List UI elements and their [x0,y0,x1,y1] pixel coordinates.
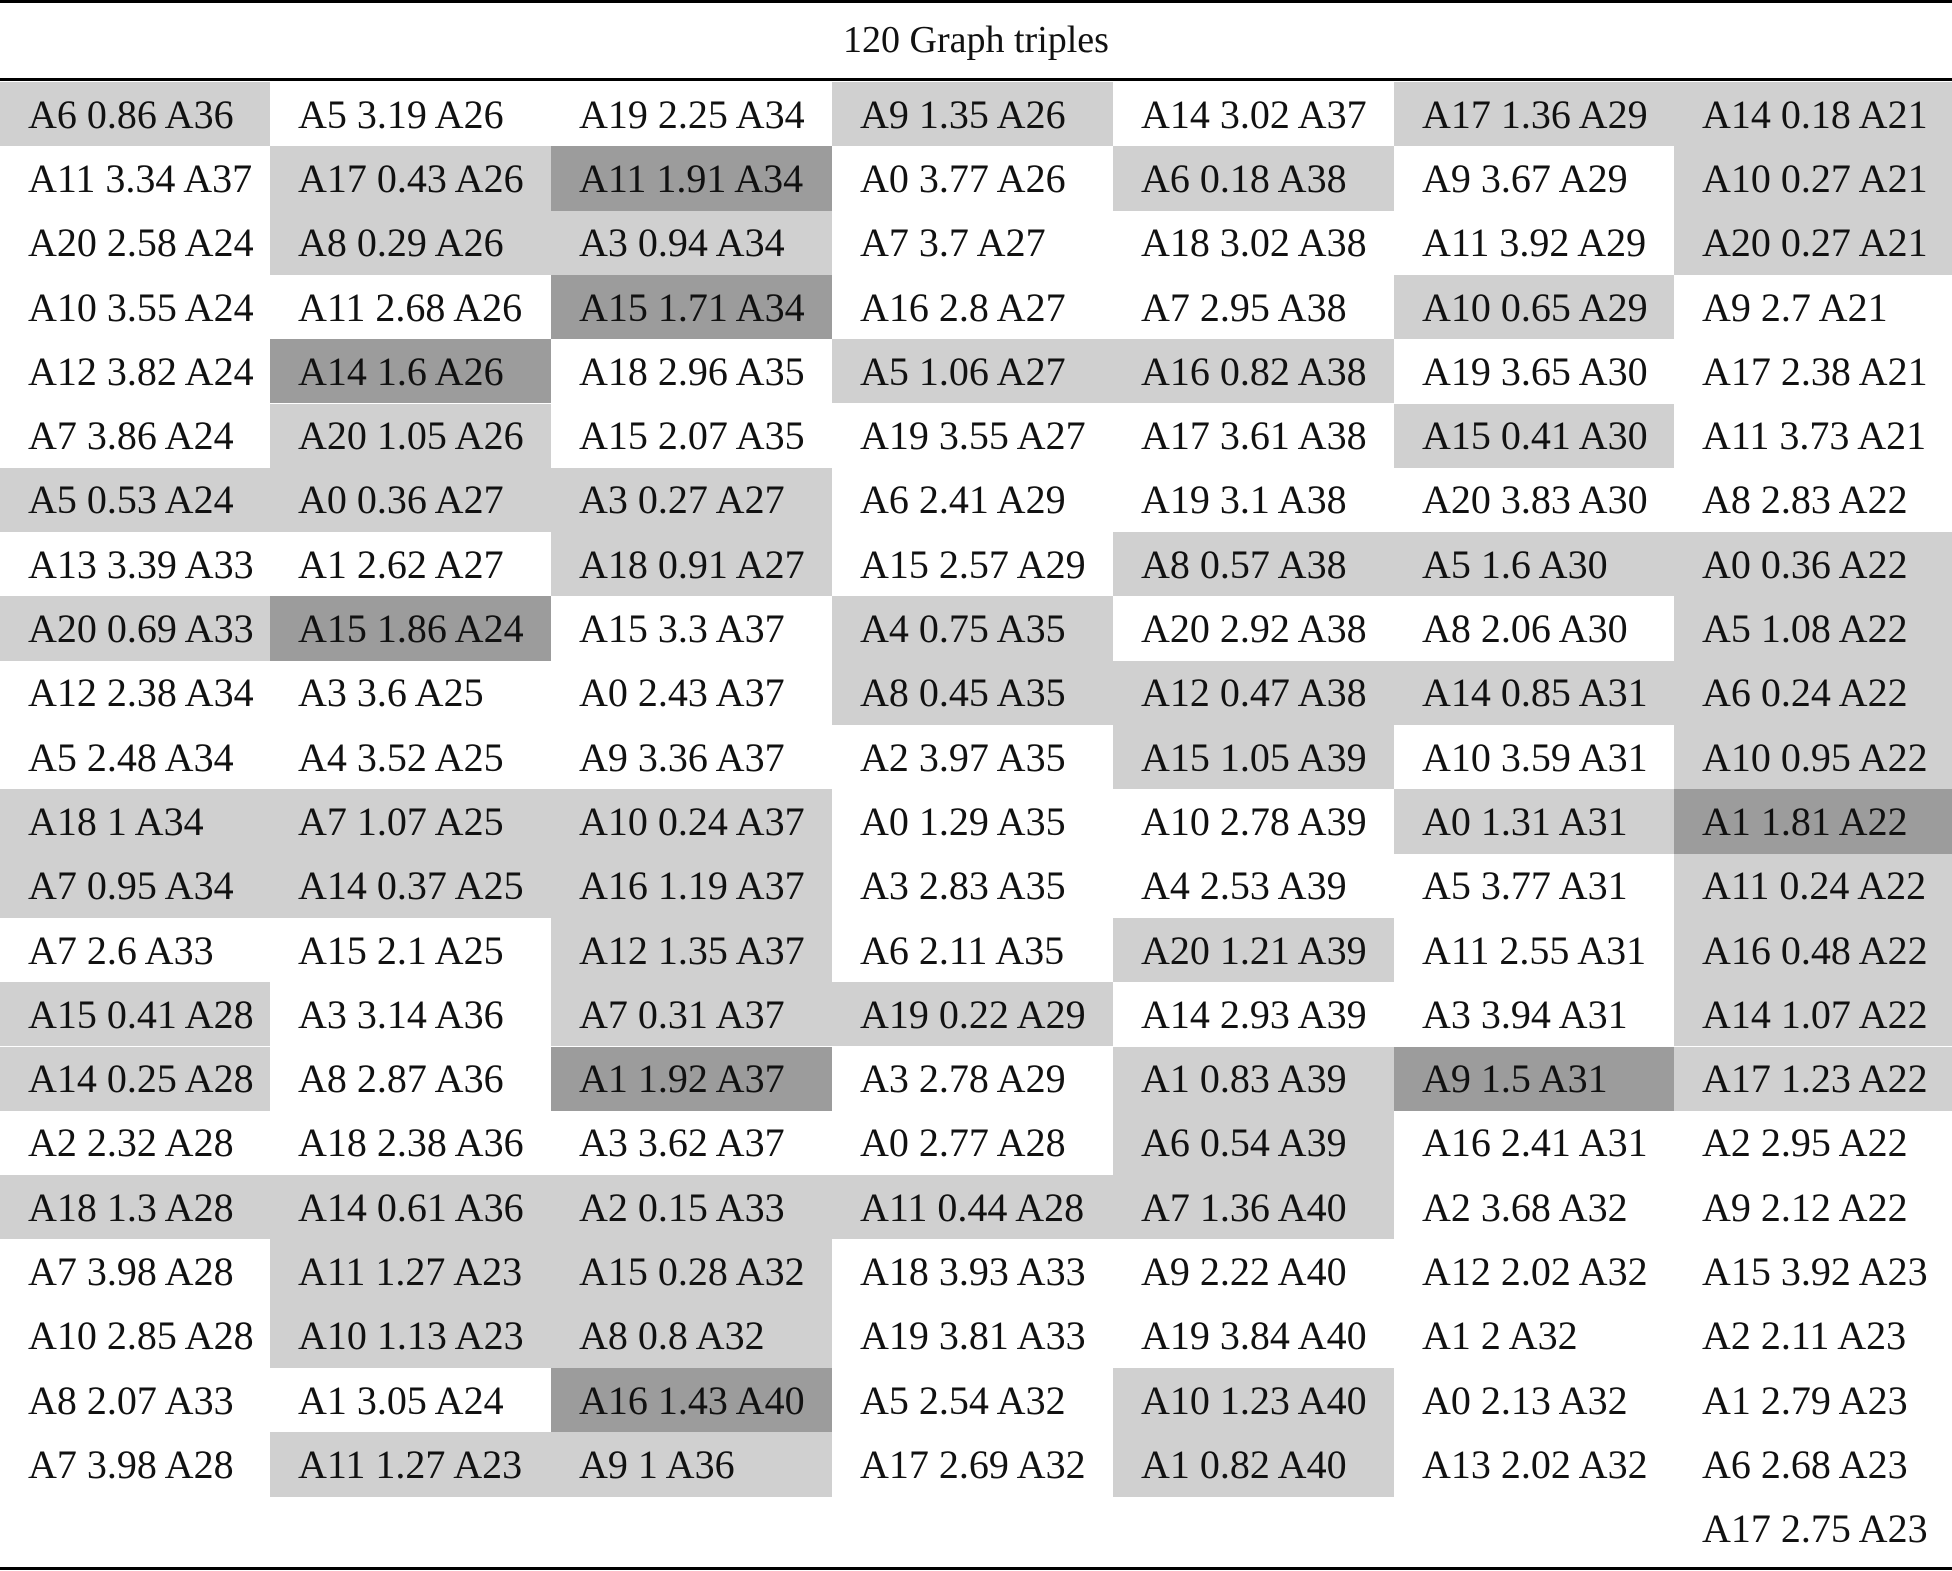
triple-cell: A19 3.1 A38 [1141,477,1347,523]
triple-cell: A15 2.1 A25 [298,927,504,973]
triple-cell: A10 0.24 A37 [551,789,832,853]
triple-cell: A11 1.27 A23 [270,1432,551,1496]
triple-cell: A12 2.02 A32 [1422,1249,1648,1295]
triple-cell: A18 3.93 A33 [860,1249,1086,1295]
triple-cell: A2 0.15 A33 [551,1175,832,1239]
triple-cell: A8 0.45 A35 [832,661,1113,725]
triple-cell: A14 0.61 A36 [270,1175,551,1239]
triple-cell: A18 1 A34 [0,789,270,853]
triple-cell: A11 0.24 A22 [1674,854,1952,918]
triple-cell: A15 0.28 A32 [551,1239,832,1303]
triple-cell: A11 3.34 A37 [28,155,253,201]
triple-cell: A9 1.35 A26 [832,82,1113,146]
triple-cell: A14 2.93 A39 [1141,991,1367,1037]
triple-cell: A16 0.82 A38 [1113,339,1394,403]
triple-cell: A14 0.18 A21 [1674,82,1952,146]
triple-cell: A16 1.43 A40 [551,1368,832,1432]
triple-cell: A4 0.75 A35 [832,596,1113,660]
triple-cell: A20 2.58 A24 [28,220,254,266]
triple-cell: A20 0.27 A21 [1674,211,1952,275]
triple-cell: A2 2.32 A28 [28,1120,234,1166]
triple-cell: A6 0.54 A39 [1113,1111,1394,1175]
triple-cell: A1 2.62 A27 [298,541,504,587]
triple-cell: A4 2.53 A39 [1141,863,1347,909]
triple-cell: A0 0.36 A27 [270,468,551,532]
triple-cell: A17 0.43 A26 [270,146,551,210]
triple-cell: A6 2.68 A23 [1702,1441,1908,1487]
triple-cell: A14 1.6 A26 [270,339,551,403]
triple-cell: A11 0.44 A28 [832,1175,1113,1239]
triple-cell: A0 1.29 A35 [860,798,1066,844]
triple-cell: A8 0.8 A32 [551,1304,832,1368]
triple-cell: A0 2.43 A37 [579,670,785,716]
triple-cell: A15 1.71 A34 [551,275,832,339]
triple-cell: A18 0.91 A27 [551,532,832,596]
triple-cell: A10 0.95 A22 [1674,725,1952,789]
triple-cell: A3 3.62 A37 [579,1120,785,1166]
triple-cell: A19 0.22 A29 [832,982,1113,1046]
triple-cell: A11 3.73 A21 [1702,413,1927,459]
triple-cell: A12 3.82 A24 [28,348,254,394]
triple-cell: A5 3.19 A26 [298,91,504,137]
triple-cell: A19 3.65 A30 [1422,348,1648,394]
triple-cell: A3 0.27 A27 [551,468,832,532]
triple-cell: A20 0.69 A33 [0,596,270,660]
triple-cell: A10 2.78 A39 [1141,798,1367,844]
triple-cell: A14 1.07 A22 [1674,982,1952,1046]
triple-cell: A5 1.08 A22 [1674,596,1952,660]
triple-cell: A17 1.36 A29 [1394,82,1674,146]
triple-cell: A20 3.83 A30 [1422,477,1648,523]
table-bottom-rule [0,1567,1952,1570]
triple-cell: A1 0.82 A40 [1113,1432,1394,1496]
triple-cell: A18 3.02 A38 [1141,220,1367,266]
triple-cell: A1 2 A32 [1422,1313,1578,1359]
triple-cell: A14 0.25 A28 [0,1047,270,1111]
triple-cell: A16 1.19 A37 [551,854,832,918]
triple-cell: A7 2.6 A33 [28,927,214,973]
triple-cell: A1 0.83 A39 [1113,1047,1394,1111]
triple-cell: A2 2.95 A22 [1702,1120,1908,1166]
triple-cell: A11 2.68 A26 [298,284,523,330]
triple-cell: A7 1.36 A40 [1113,1175,1394,1239]
triple-cell: A9 3.36 A37 [579,734,785,780]
triple-cell: A5 2.54 A32 [860,1377,1066,1423]
triple-cell: A2 3.97 A35 [860,734,1066,780]
triple-cell: A2 2.11 A23 [1702,1313,1907,1359]
triple-cell: A16 0.48 A22 [1674,918,1952,982]
triple-cell: A15 2.07 A35 [579,413,805,459]
triple-cell: A5 0.53 A24 [0,468,270,532]
triple-cell: A3 2.83 A35 [860,863,1066,909]
triple-cell: A0 2.13 A32 [1422,1377,1628,1423]
triple-cell: A15 2.57 A29 [860,541,1086,587]
triple-cell: A5 2.48 A34 [28,734,234,780]
triple-cell: A0 1.31 A31 [1394,789,1674,853]
triple-cell: A12 2.38 A34 [28,670,254,716]
triple-cell: A2 3.68 A32 [1422,1184,1628,1230]
triple-cell: A1 1.81 A22 [1674,789,1952,853]
triple-cell: A13 2.02 A32 [1422,1441,1648,1487]
triple-cell: A7 3.86 A24 [28,413,234,459]
triple-cell: A15 0.41 A28 [0,982,270,1046]
triple-cell: A10 0.27 A21 [1674,146,1952,210]
triple-cell: A14 3.02 A37 [1141,91,1367,137]
triple-cell: A7 2.95 A38 [1141,284,1347,330]
triple-cell: A15 3.92 A23 [1702,1249,1928,1295]
triple-cell: A6 0.86 A36 [0,82,270,146]
triple-cell: A16 2.8 A27 [860,284,1066,330]
triple-cell: A8 0.29 A26 [270,211,551,275]
triple-cell: A13 3.39 A33 [28,541,254,587]
triple-cell: A8 0.57 A38 [1113,532,1394,596]
triple-cell: A5 3.77 A31 [1422,863,1628,909]
triple-cell: A19 3.84 A40 [1141,1313,1367,1359]
triple-cell: A8 2.07 A33 [28,1377,234,1423]
triple-cell: A3 0.94 A34 [551,211,832,275]
triple-cell: A11 3.92 A29 [1422,220,1647,266]
triple-cell: A9 3.67 A29 [1422,155,1628,201]
triple-cell: A7 3.7 A27 [860,220,1046,266]
triple-cell: A0 3.77 A26 [860,155,1066,201]
triple-cell: A10 3.59 A31 [1422,734,1648,780]
triple-cell: A6 2.11 A35 [860,927,1065,973]
triple-cell: A15 0.41 A30 [1394,404,1674,468]
triple-cell: A15 1.05 A39 [1113,725,1394,789]
triple-cell: A6 2.41 A29 [860,477,1066,523]
triple-cell: A3 3.6 A25 [298,670,484,716]
triple-cell: A17 2.38 A21 [1702,348,1928,394]
triple-cell: A11 1.27 A23 [270,1239,551,1303]
triple-cell: A4 3.52 A25 [298,734,504,780]
triple-cell: A1 1.92 A37 [551,1047,832,1111]
triple-cell: A15 3.3 A37 [579,606,785,652]
triple-cell: A18 2.38 A36 [298,1120,524,1166]
triple-cell: A7 1.07 A25 [270,789,551,853]
table-title: 120 Graph triples [843,19,1109,61]
triple-cell: A11 2.55 A31 [1422,927,1647,973]
triple-cell: A7 0.31 A37 [551,982,832,1046]
triple-cell: A12 0.47 A38 [1113,661,1394,725]
triple-cell: A19 2.25 A34 [579,91,805,137]
triple-cell: A3 2.78 A29 [860,1056,1066,1102]
triple-cell: A3 3.14 A36 [298,991,504,1037]
triple-cell: A0 2.77 A28 [860,1120,1066,1166]
triple-cell: A18 1.3 A28 [0,1175,270,1239]
triple-cell: A14 0.37 A25 [270,854,551,918]
triple-cell: A10 2.85 A28 [28,1313,254,1359]
triple-cell: A10 0.65 A29 [1394,275,1674,339]
triple-cell: A18 2.96 A35 [579,348,805,394]
triple-cell: A19 3.81 A33 [860,1313,1086,1359]
triple-cell: A17 2.75 A23 [1702,1506,1928,1552]
triple-cell: A11 1.91 A34 [551,146,832,210]
triple-cell: A8 2.87 A36 [298,1056,504,1102]
triple-cell: A10 1.23 A40 [1113,1368,1394,1432]
triple-cell: A12 1.35 A37 [551,918,832,982]
triple-cell: A6 0.24 A22 [1674,661,1952,725]
triple-cell: A9 2.12 A22 [1702,1184,1908,1230]
triple-cell: A10 3.55 A24 [28,284,254,330]
triple-cell: A20 1.05 A26 [270,404,551,468]
triple-cell: A17 3.61 A38 [1141,413,1367,459]
triple-cell: A7 3.98 A28 [28,1441,234,1487]
triple-cell: A17 2.69 A32 [860,1441,1086,1487]
triple-cell: A20 1.21 A39 [1113,918,1394,982]
triple-cell: A6 0.18 A38 [1113,146,1394,210]
triple-cell: A10 1.13 A23 [270,1304,551,1368]
triple-cell: A9 2.22 A40 [1141,1249,1347,1295]
triple-cell: A20 2.92 A38 [1141,606,1367,652]
triple-cell: A9 2.7 A21 [1702,284,1888,330]
triple-cell: A8 2.06 A30 [1422,606,1628,652]
triple-cell: A16 2.41 A31 [1422,1120,1648,1166]
triple-cell: A9 1.5 A31 [1394,1047,1674,1111]
triple-cell: A8 2.83 A22 [1702,477,1908,523]
triple-cell: A17 1.23 A22 [1674,1047,1952,1111]
triple-cell: A7 0.95 A34 [0,854,270,918]
triple-cell: A5 1.06 A27 [832,339,1113,403]
triple-cell: A14 0.85 A31 [1394,661,1674,725]
triple-cell: A5 1.6 A30 [1394,532,1674,596]
triple-cell: A9 1 A36 [551,1432,832,1496]
triple-cell: A1 2.79 A23 [1702,1377,1908,1423]
triple-cell: A1 3.05 A24 [298,1377,504,1423]
triple-cell: A7 3.98 A28 [28,1249,234,1295]
triple-cell: A15 1.86 A24 [270,596,551,660]
triple-cell: A19 3.55 A27 [860,413,1086,459]
triple-cell: A0 0.36 A22 [1674,532,1952,596]
triple-cell: A3 3.94 A31 [1422,991,1628,1037]
